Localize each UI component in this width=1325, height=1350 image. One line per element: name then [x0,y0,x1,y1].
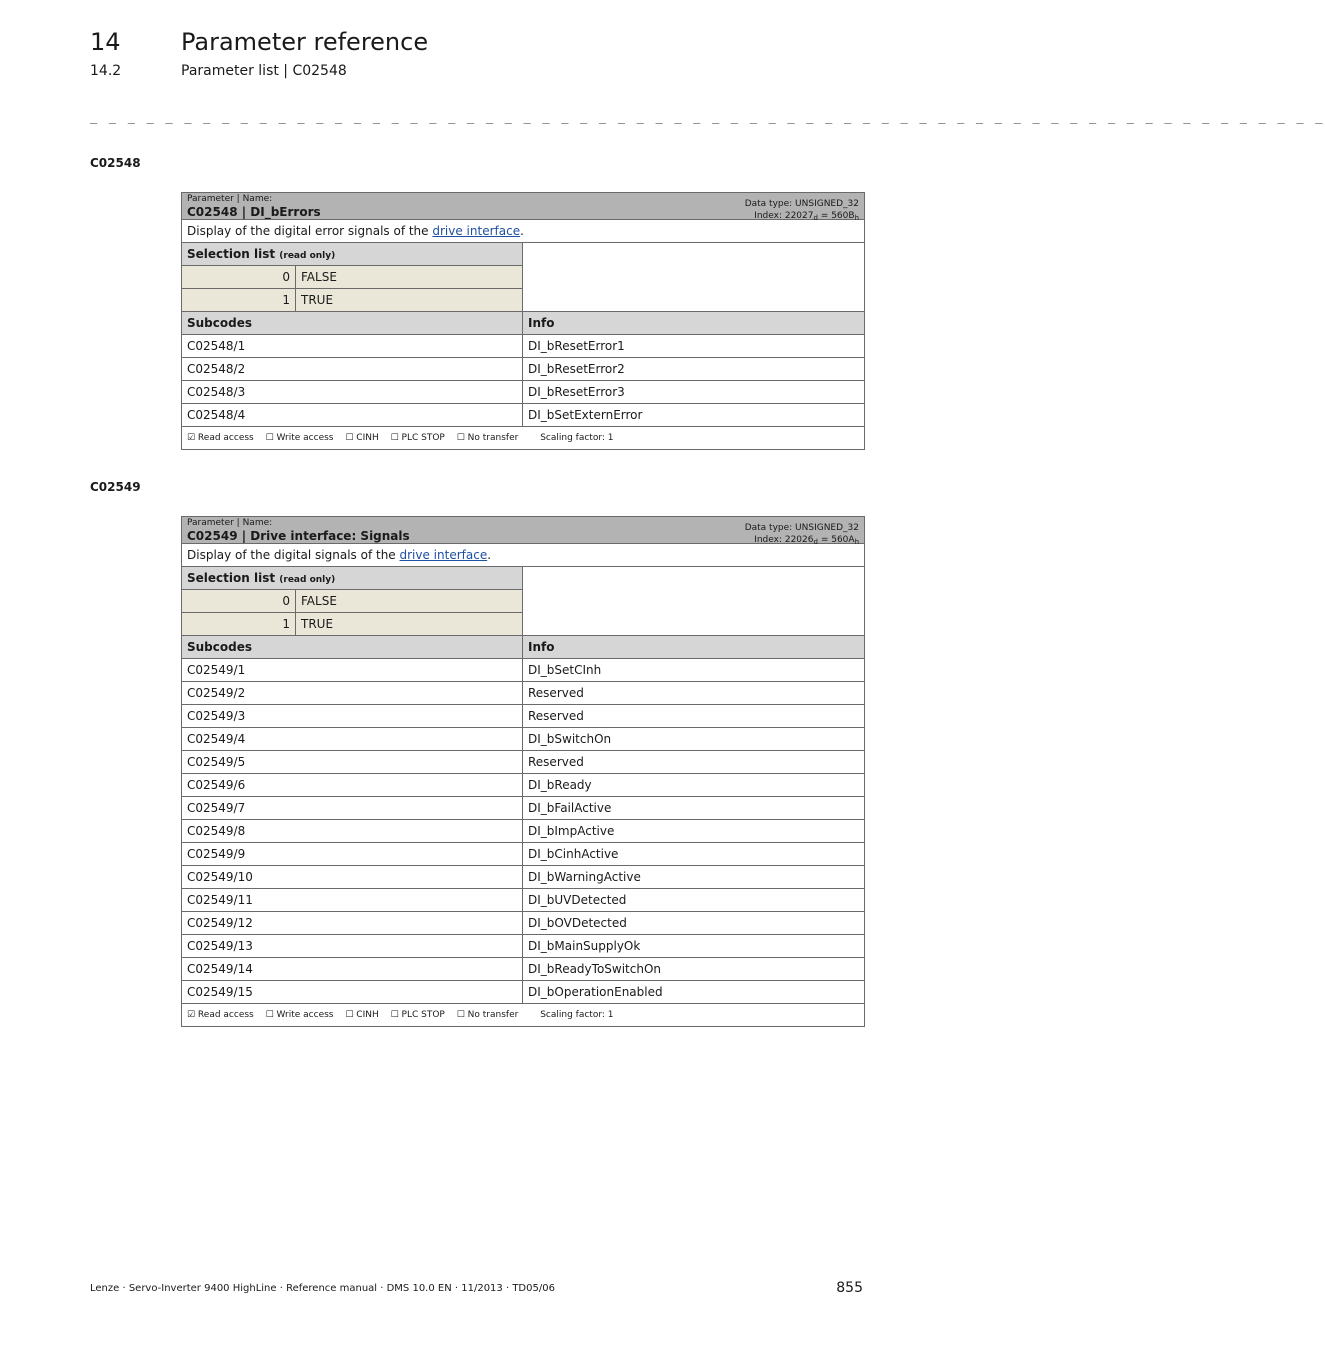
parameter-header-row [182,193,865,220]
chapter-title: Parameter reference [181,28,429,56]
subcode: C02549/8 [182,820,523,843]
description: Display of the digital error signals of the drive interface. [182,220,865,243]
subcode: C02549/5 [182,751,523,774]
table-row [182,981,865,1004]
subcode: C02548/1 [182,335,523,358]
section-number: 14.2 [90,63,122,79]
subcode: C02549/12 [182,912,523,935]
table-row [182,958,865,981]
data-type: Data type: UNSIGNED_32 [744,199,859,209]
drive-interface-link[interactable]: drive interface [432,224,521,238]
table-row [182,335,865,358]
subcode-info: Reserved [523,751,865,774]
access-flags [182,427,865,450]
table-row [182,659,865,682]
table-row [182,358,865,381]
subcodes-header-row [182,636,865,659]
chapter-number: 14 [90,28,121,56]
access-flags [182,1004,865,1027]
subcode: C02549/3 [182,705,523,728]
subcode: C02549/4 [182,728,523,751]
subcode: C02549/1 [182,659,523,682]
access-row [182,427,865,450]
subcode: C02549/15 [182,981,523,1004]
table-row [182,682,865,705]
parameter-name: C02549 | Drive interface: Signals [187,529,410,543]
selection-label: FALSE [296,266,523,289]
selection-value: 0 [182,590,296,613]
selection-value: 0 [182,266,296,289]
selection-empty-cell [523,243,865,312]
subcode-info: DI_bSetCInh [523,659,865,682]
index: Index: $22026_d = 560A_h$ [754,535,859,546]
read-access-checkbox: ☑ Read access [187,433,254,443]
parameter-header [182,517,865,544]
description: Display of the digital signals of the drive interface. [182,544,865,567]
table-row [182,912,865,935]
table-row [182,866,865,889]
subcode-info: Reserved [523,682,865,705]
subcode: C02548/2 [182,358,523,381]
table-row [182,889,865,912]
selection-label: FALSE [296,590,523,613]
subcodes-header-row [182,312,865,335]
subcode-info: DI_bResetError1 [523,335,865,358]
scaling-factor: Scaling factor: 1 [540,1010,614,1020]
table-row [182,728,865,751]
data-type-block [745,522,859,548]
parameter-table [181,516,865,1027]
cinh-checkbox: ☐ CINH [345,1010,379,1020]
subcode: C02548/3 [182,381,523,404]
table-row [182,751,865,774]
section-title: Parameter list | C02548 [181,63,347,79]
selection-label: TRUE [296,289,523,312]
selection-header-row [182,243,865,266]
read-access-checkbox: ☑ Read access [187,1010,254,1020]
subcodes-header: Subcodes [182,636,523,659]
subcode-info: DI_bOperationEnabled [523,981,865,1004]
data-type-block [745,198,859,224]
subcode-info: DI_bImpActive [523,820,865,843]
selection-value: 1 [182,289,296,312]
parameter-name: C02548 | DI_bErrors [187,205,321,219]
subcode-info: DI_bReadyToSwitchOn [523,958,865,981]
cinh-checkbox: ☐ CINH [345,433,379,443]
table-row [182,820,865,843]
parameter-label: Parameter | Name: [187,194,273,204]
no-transfer-checkbox: ☐ No transfer [456,1010,519,1020]
subcode: C02549/9 [182,843,523,866]
selection-header-row [182,567,865,590]
table-row [182,404,865,427]
data-type: Data type: UNSIGNED_32 [744,523,859,533]
subcode: C02549/14 [182,958,523,981]
table-row [182,381,865,404]
subcode-info: Reserved [523,705,865,728]
subcode-info: DI_bSwitchOn [523,728,865,751]
access-row [182,1004,865,1027]
subcode: C02549/2 [182,682,523,705]
subcode-info: DI_bCinhActive [523,843,865,866]
table-row [182,705,865,728]
table-row [182,935,865,958]
subcode: C02549/7 [182,797,523,820]
selection-value: 1 [182,613,296,636]
table-row [182,843,865,866]
info-header: Info [523,636,865,659]
subcode-info: DI_bUVDetected [523,889,865,912]
subcode-info: DI_bReady [523,774,865,797]
parameter-table [181,192,865,450]
subcode-info: DI_bSetExternError [523,404,865,427]
parameter-header-row [182,517,865,544]
subcode-info: DI_bResetError2 [523,358,865,381]
selection-empty-cell [523,567,865,636]
subcode: C02549/6 [182,774,523,797]
subcode: C02549/10 [182,866,523,889]
page-number: 855 [836,1280,863,1296]
parameter-header [182,193,865,220]
no-transfer-checkbox: ☐ No transfer [456,433,519,443]
selection-list-header: Selection list (read only) [182,243,523,266]
dashed-rule: _ _ _ _ _ _ _ _ _ _ _ _ _ _ _ _ _ _ _ _ _ _ _ _ _ _ _ _ _ _ _ _ _ _ _ _ _ _ _ _ _ _ _ _ _ _ _ _ _ _ _ _ _ _ _ _ _ _ _ _ _ _ _ _ _ _ [90,110,1325,124]
parameter-heading: C02549 [90,480,141,494]
subcode-info: DI_bOVDetected [523,912,865,935]
table-row [182,774,865,797]
subcode: C02549/13 [182,935,523,958]
index: Index: $22027_d = 560B_h$ [754,211,859,222]
plc-stop-checkbox: ☐ PLC STOP [390,1010,445,1020]
parameter-heading: C02548 [90,156,141,170]
footer-text: Lenze · Servo-Inverter 9400 HighLine · Reference manual · DMS 10.0 EN · 11/2013 · TD05/06 [90,1283,555,1294]
subcodes-header: Subcodes [182,312,523,335]
subcode-info: DI_bFailActive [523,797,865,820]
subcode: C02548/4 [182,404,523,427]
selection-list-header: Selection list (read only) [182,567,523,590]
subcode-info: DI_bMainSupplyOk [523,935,865,958]
parameter-label: Parameter | Name: [187,518,273,528]
write-access-checkbox: ☐ Write access [265,433,334,443]
write-access-checkbox: ☐ Write access [265,1010,334,1020]
info-header: Info [523,312,865,335]
selection-label: TRUE [296,613,523,636]
scaling-factor: Scaling factor: 1 [540,433,614,443]
subcode-info: DI_bResetError3 [523,381,865,404]
subcode: C02549/11 [182,889,523,912]
plc-stop-checkbox: ☐ PLC STOP [390,433,445,443]
drive-interface-link[interactable]: drive interface [399,548,488,562]
subcode-info: DI_bWarningActive [523,866,865,889]
table-row [182,797,865,820]
